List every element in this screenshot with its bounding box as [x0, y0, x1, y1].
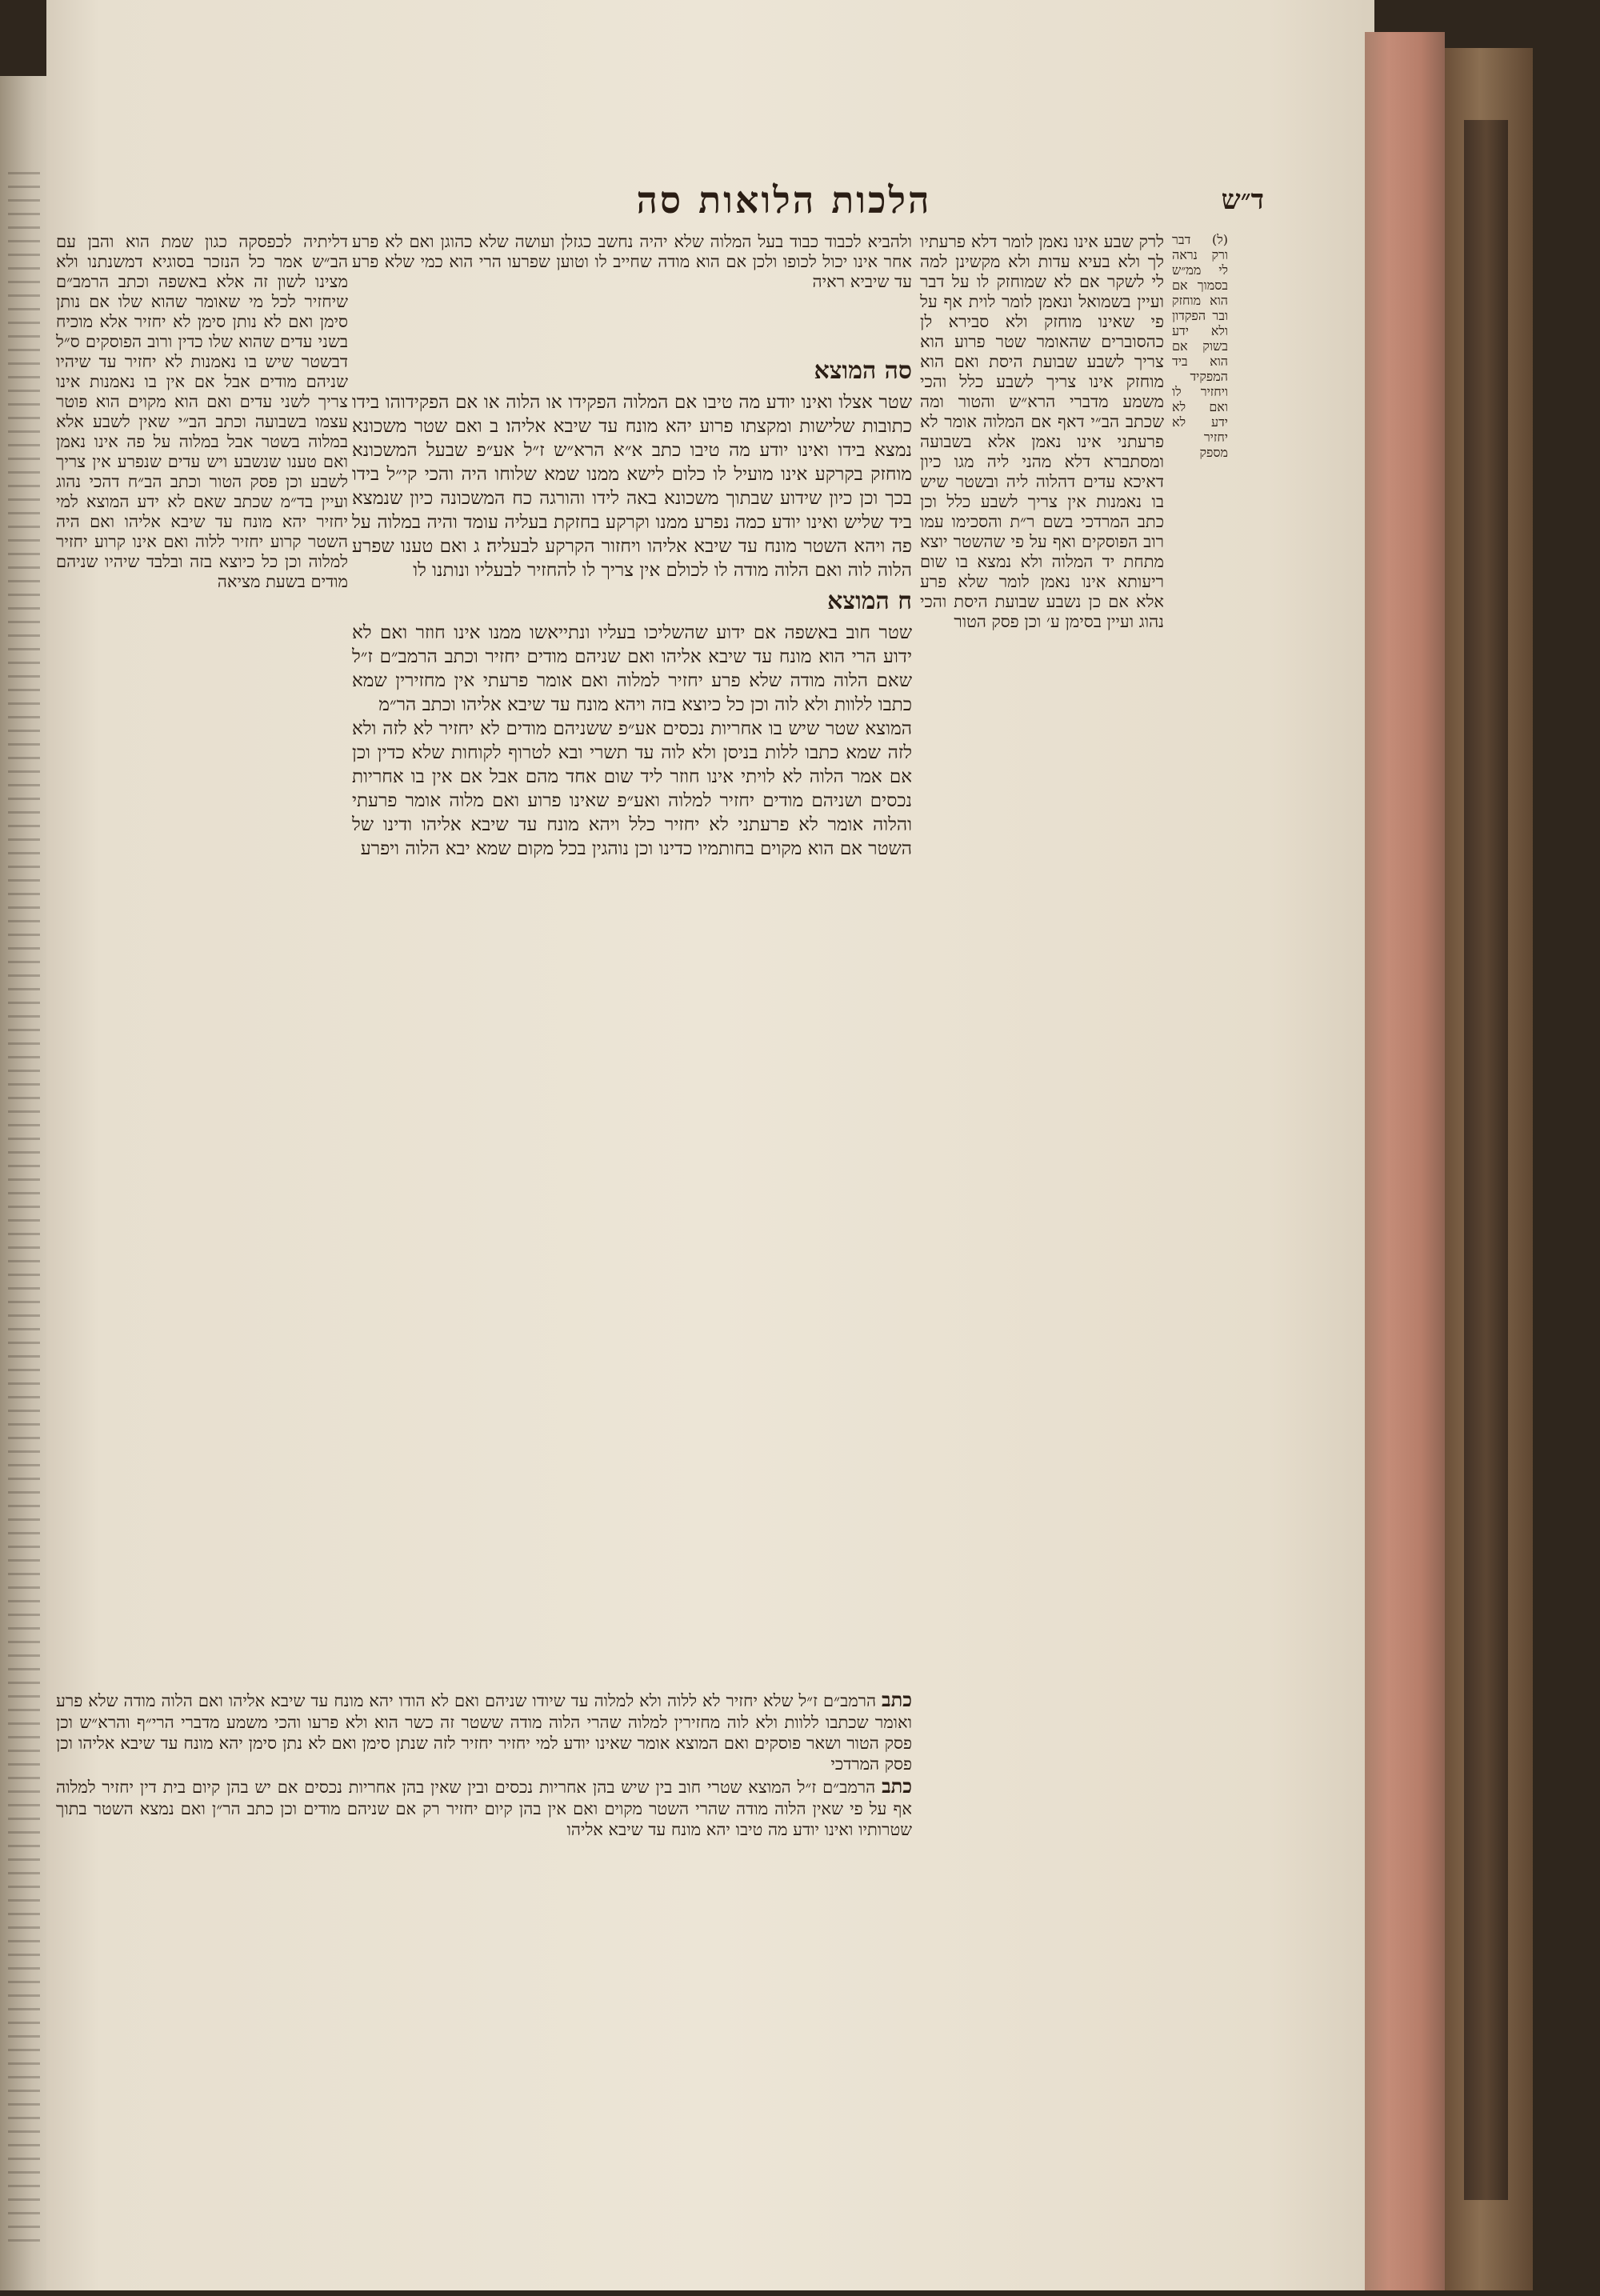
margin-notes-text: (ל) דבר ורק נראה לי ממ״ש בסמוך אם הוא מוחזק ובר הפקדון ולא ידע בשוק אם הוא ביד המפקיד ויחזיר לו ואם לא ידע לא יחזיר מספק [1172, 232, 1228, 460]
section-text: המוצא שטר שיש בו אחריות נכסים אע״פ ששניהם מודים לא יחזיר לא לזה ולא לזה שמא כתבו ללות בניסן ולא לוה עד תשרי ובא לטרוף לקוחות שלא כדין וכן אם אמר הלוה לא לויתי אינו חוזר ליד שום אחד מהם אבל אם אין בו אחריות נכסים ושניהם מודים יחזיר למלוה ואע״פ שאינו פרוע ואם מלוה אומר פרעתי והלוה אומר לא פרעתני לא יחזיר כלל ויהא מונח עד שיבא אליהו ודינו של השטר אם הוא מקוים בחותמיו כדינו וכן נוהגין בכל מקום שמא יבא הלוה ויפרע [352, 718, 912, 859]
main-text-column [352, 352, 912, 1672]
section-heading: סה המוצא [814, 357, 912, 385]
section-text: שטר חוב באשפה אם ידוע שהשליכו בעליו ונתייאשו ממנו אינו חוזר ואם לא ידוע הרי הוא מונח עד שיבא אליהו ואם שניהם מודים יחזיר וכתב הרמב״ם ז״ל שאם הלוה מודה שלא פרע יחזיר למלוה ואם אומר פרעתי אין מחזירין שמא כתבו ללוות ולא לוה וכן כל כיוצא בזה ויהא מונח עד שיבא אליהו וכתב הר״מ [352, 622, 912, 715]
section-text: שטר אצלו ואינו יודע מה טיבו אם המלוה הפקידו או הלוה או אם הפקידוהו בידו כתובות שלישות ומקצתו פרוע יהא מונח עד שיבא אליהו׃ ב ואם שטר משכונא נמצא בידו ואינו יודע מה טיבו כתב א״א הרא״ש ז״ל אע״פ שבעל המשכונא מוחזק בקרקע אינו מועיל לו כלום לישא ממנו שמא שלוחו היה והכי קי״ל בידו בכך וכן כיון שידוע שבתוך משכונא באה לידו והורגה כח המשכונה כיון שנמצא ביד שליש ואינו יודע כמה נפרע ממנו וקרקע בחזקת בעליה עומד והיה במלוה על פה ויהא השטר מונח עד שיבא אליהו ויחזור הקרקע לבעליה׃ ג ואם טענו שפרע הלוה לוה ואם הלוה מודה לו לכולם אין צריך לו להחזיר לבעליו ונותנו לו [352, 392, 912, 581]
bottom-heading: כתב [882, 1688, 912, 1711]
page-edge-red [1365, 32, 1445, 2290]
commentary-left-text: דליתיה לכפסקה כגון שמת הוא והבן עם הב״ש אמר כל הנזכר בסוגיא דמשנתנו ולא מצינו לשון זה אלא באשפה וכתב הרמב״ם שיחזיר לכל מי שאומר שהוא שלו אם נותן סימן ואם לא נותן סימן לא יחזיר אלא מוכיח בשני עדים שהוא שלו כדין ורוב הפוסקים ס״ל דבשטר שיש בו נאמנות לא יחזיר עד שיהיו שניהם מודים אבל אם אין בו נאמנות אינו צריך לשני עדים ואם הוא מקוים הוא פוטר עצמו בשבועה וכתב הב״י שאין לשבע אלא במלוה בשטר אבל במלוה על פה אינו נאמן ואם טענו שנשבע ויש עדים שנפרע אין צריך לשבע וכן פסק הטור וכתב הב״ח דהכי נהוג ועיין בד״מ שכתב שאם לא ידע המוצא למי יחזיר יהא מונח עד שיבא אליהו ואם היה השטר קרוע יחזיר ללוה ואם אינו קרוע יחזיר למלוה וכן כל כיוצא בזה ובלבד שיהיו שניהם מודים בשעת מציאה [56, 232, 348, 591]
bottom-text: הרמב״ם ז״ל המוצא שטרי חוב בין שיש בהן אחריות נכסים ובין שאין בהן אחריות נכסים אם יש בהן קיום בית דין יחזיר למלוה אף על פי שאין הלוה מודה שהרי השטר מקוים ואם אין בהן קיום יחזיר רק אם שניהם מודים וכן כתב הר״ן ואם נמצא השטר בתוך שטרותיו ואינו יודע מה טיבו יהא מונח עד שיבא אליהו [56, 1778, 912, 1839]
bottom-text: הרמב״ם ז״ל שלא יחזיר לא ללוה ולא למלוה עד שיודו שניהם ואם לא הודו יהא מונח עד שיבא אליהו ואם הלוה מודה שלא פרע ואומר שכתבו ללוות ולא לוה מחזירין למלוה שהרי הלוה מודה ששטר זה כשר הוא ולא פרעו והכי משמע מדברי הרי״ף והרא״ש וכן פסק הטור ושאר פוסקים ואם המוצא אומר שאינו יודע למי יחזיר יחזיר לזה שנתן סימן ואם לא נתן סימן יהא מונח עד שיבא אליהו וכן פסק המרדכי [56, 1691, 912, 1774]
commentary-right-text: לרק שבע אינו נאמן לומר דלא פרעתיו לך ולא בעיא עדות ולא מקשינן למה לי לשקר אם לא שמוחזק לו על דבר ועיין בשמואל ונאמן לומר לוית אף על פי שאינו מוחזק ולא סבירא לן כהסוברים שהאומר שטר פרוע הוא צריך לשבע שבועת היסת ואם הוא מוחזק אינו צריך לשבע כלל והכי משמע מדברי הרא״ש והטור ומה שכתב הב״י דאף אם המלוה אומר לא פרעתני אינו נאמן אלא בשבועה ומסתברא דלא מהני ליה מגו כיון דאיכא עדים דהלוה ליה ובשטר שיש בו נאמנות אין צריך לשבע כלל וכן כתב המרדכי בשם ר״ת והסכימו עמו רוב הפוסקים ואף על פי שהשטר יוצא מתחת יד המלוה ולא נמצא בו שום ריעותא אינו נאמן לומר שלא פרע אלא אם כן נשבע שבועת היסת והכי נהוג ועיין בסימן ע׳ וכן פסק הטור [920, 232, 1164, 631]
left-page-text-edge [8, 172, 40, 2252]
folio-number: ד״ש [1221, 184, 1264, 216]
cover-leather [1464, 120, 1508, 2200]
main-lead-text: ולהביא לכבוד כבוד בעל המלוה שלא יהיה נחשב כגזלן ועושה שלא כהוגן ואם לא פרע אחר אינו יכול לכופו ולכן אם הוא מודה שחייב לו וטוען שפרעו הרי הוא כמי שלא פרע עד שיביא ראיה [352, 232, 912, 291]
bottom-heading: כתב [882, 1774, 912, 1798]
main-lead-block [352, 232, 912, 344]
margin-notes [1172, 232, 1228, 616]
bottom-commentary-block [56, 1688, 912, 2280]
commentary-left-column [56, 232, 348, 1672]
bottom-paragraph [56, 1688, 912, 1774]
bottom-paragraph [56, 1774, 912, 1840]
commentary-right-column [920, 232, 1164, 2296]
left-page-strip [0, 76, 46, 2290]
section-heading: ח המוצא [827, 587, 912, 615]
running-title: הלכות הלואות סה [636, 178, 932, 222]
